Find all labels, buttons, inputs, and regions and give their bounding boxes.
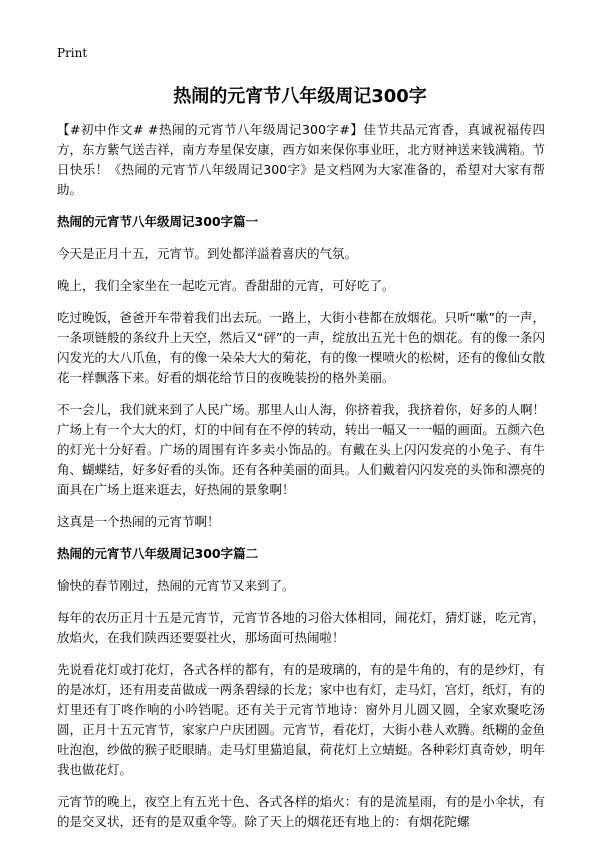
section-heading: 热闹的元宵节八年级周记300字篇二 xyxy=(57,546,259,561)
paragraph: 每年的农历正月十五是元宵节，元宵节各地的习俗大体相同，闹花灯，猜灯谜，吃元宵，放焰火，在我们陕西还要耍社火，那场面可热闹啦！ xyxy=(57,610,545,645)
paragraph: 元宵节的晚上，夜空上有五光十色、各式各样的焰火：有的是流星雨，有的是小伞状，有的是交叉状，还有的是双重伞等。除了天上的烟花还有地上的：有烟花陀螺 xyxy=(57,794,545,829)
paragraph: 不一会儿，我们就来到了人民广场。那里人山人海，你挤着我，我挤着你，好多的人啊！广场上有一个大大的灯，灯的中间有在不停的转动，转出一幅又一一幅的画面。五颜六色的灯光十分好看。广场的周围有许多卖小饰品的。有戴在头上闪闪发亮的小兔子、有牛角、蝴蝶结，好多好看的头饰。还有各种美丽的面具。人们戴着闪闪发亮的头饰和漂亮的面具在广场上逛来逛去，好热闹的景象啊！ xyxy=(57,402,545,497)
section-heading: 热闹的元宵节八年级周记300字篇一 xyxy=(57,214,259,229)
paragraph: 先说看花灯或打花灯，各式各样的都有，有的是玻璃的，有的是牛角的，有的是纱灯，有的是冰灯，还有用麦苗做成一两条碧绿的长龙；家中也有灯，走马灯，宫灯，纸灯，有的灯里还有丁咚作响的小吟铛呢。还有关于元宵节地诗：窗外月儿圆又圆，全家欢聚吃汤圆，正月十五元宵节，家家户户庆团圆。元宵节，看花灯，大街小巷人欢腾。纸糊的金鱼吐泡泡，纱做的猴子眨眼睛。走马灯里猫追鼠，荷花灯上立蜻蜓。各种彩灯真奇妙，明年我也做花灯。 xyxy=(57,662,545,777)
article-body xyxy=(57,120,545,844)
paragraph: 【#初中作文# #热闹的元宵节八年级周记300字#】佳节共品元宵香，真诚祝福传四方，东方紫气送吉祥，南方寿星保安康，西方如来保你事业旺，北方财神送来钱满箱。节日快乐！《热闹的元宵节八年级周记300字》是文档网为大家准备的，希望对大家有帮助。 xyxy=(57,122,545,197)
paragraph: 这真是一个热闹的元宵节啊！ xyxy=(57,514,220,529)
print-label[interactable]: Print xyxy=(57,46,88,60)
page-title: 热闹的元宵节八年级周记300字 xyxy=(173,86,427,107)
paragraph: 晚上，我们全家坐在一起吃元宵。香甜甜的元宵，可好吃了。 xyxy=(57,278,395,293)
paragraph: 吃过晚饭，爸爸开车带着我们出去玩。一路上，大街小巷都在放烟花。只听“嗽”的一声，一条项链般的条纹升上天空，然后又“砰”的一声，绽放出五光十色的烟花。有的像一条闪闪发光的大八爪鱼，有的像一朵朵大大的菊花，有的像一棵喷火的松树，还有的像仙女散花一样飘落下来。好看的烟花给节日的夜晚装扮的格外美丽。 xyxy=(57,310,545,385)
paragraph: 愉快的春节刚过，热闹的元宵节又来到了。 xyxy=(57,578,295,593)
paragraph: 今天是正月十五，元宵节。到处都洋溢着喜庆的气氛。 xyxy=(57,246,358,261)
